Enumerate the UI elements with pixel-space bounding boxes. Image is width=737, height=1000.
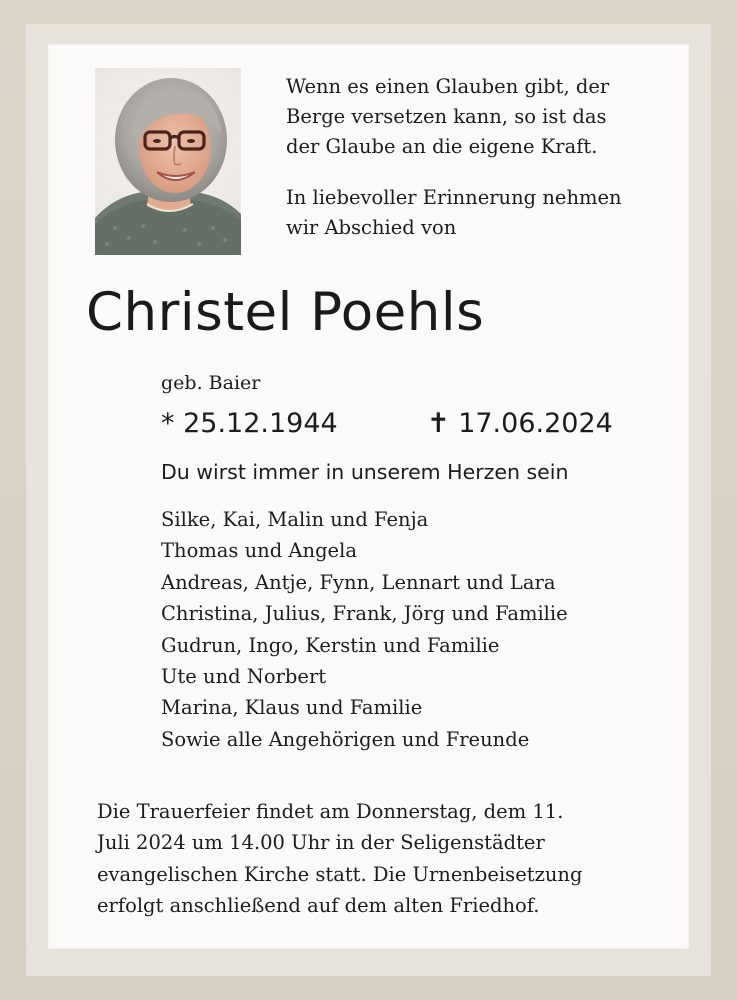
mourner-line: Thomas und Angela bbox=[161, 539, 357, 563]
mourner-line: Marina, Klaus und Familie bbox=[161, 696, 423, 720]
portrait-photo bbox=[95, 68, 241, 255]
service-line: Die Trauerfeier findet am Donnerstag, dem 11. bbox=[97, 800, 564, 823]
quote-intro: In liebevoller Erinnerung nehmen wir Abschied von bbox=[286, 186, 622, 239]
mourner-line: Silke, Kai, Malin und Fenja bbox=[161, 508, 429, 531]
service-line: erfolgt anschließend auf dem alten Friedhof. bbox=[97, 894, 540, 918]
mourner-line: Sowie alle Angehörigen und Freunde bbox=[161, 727, 530, 751]
maiden-name: geb. Baier bbox=[161, 372, 261, 394]
mourner-line: Christina, Julius, Frank, Jörg und Familie bbox=[161, 602, 568, 626]
birth-date: * 25.12.1944 bbox=[161, 408, 338, 439]
memorial-quote bbox=[286, 72, 666, 243]
quote-verse: Wenn es einen Glauben gibt, der Berge versetzen kann, so ist das der Glaube an die eigene Kraft. bbox=[286, 75, 610, 158]
memorial-motto: Du wirst immer in unserem Herzen sein bbox=[161, 460, 569, 484]
death-date: ✝ 17.06.2024 bbox=[427, 408, 613, 439]
funeral-service-notice bbox=[97, 796, 657, 922]
deceased-name: Christel Poehls bbox=[86, 282, 485, 343]
mourners-list bbox=[161, 504, 661, 755]
mourner-line: Andreas, Antje, Fynn, Lennart und Lara bbox=[161, 570, 556, 594]
service-line: evangelischen Kirche statt. Die Urnenbeisetzung bbox=[97, 862, 583, 886]
mourner-line: Gudrun, Ingo, Kerstin und Familie bbox=[161, 633, 500, 657]
mourner-line: Ute und Norbert bbox=[161, 665, 327, 689]
service-line: Juli 2024 um 14.00 Uhr in der Seligenstädter bbox=[97, 831, 545, 855]
